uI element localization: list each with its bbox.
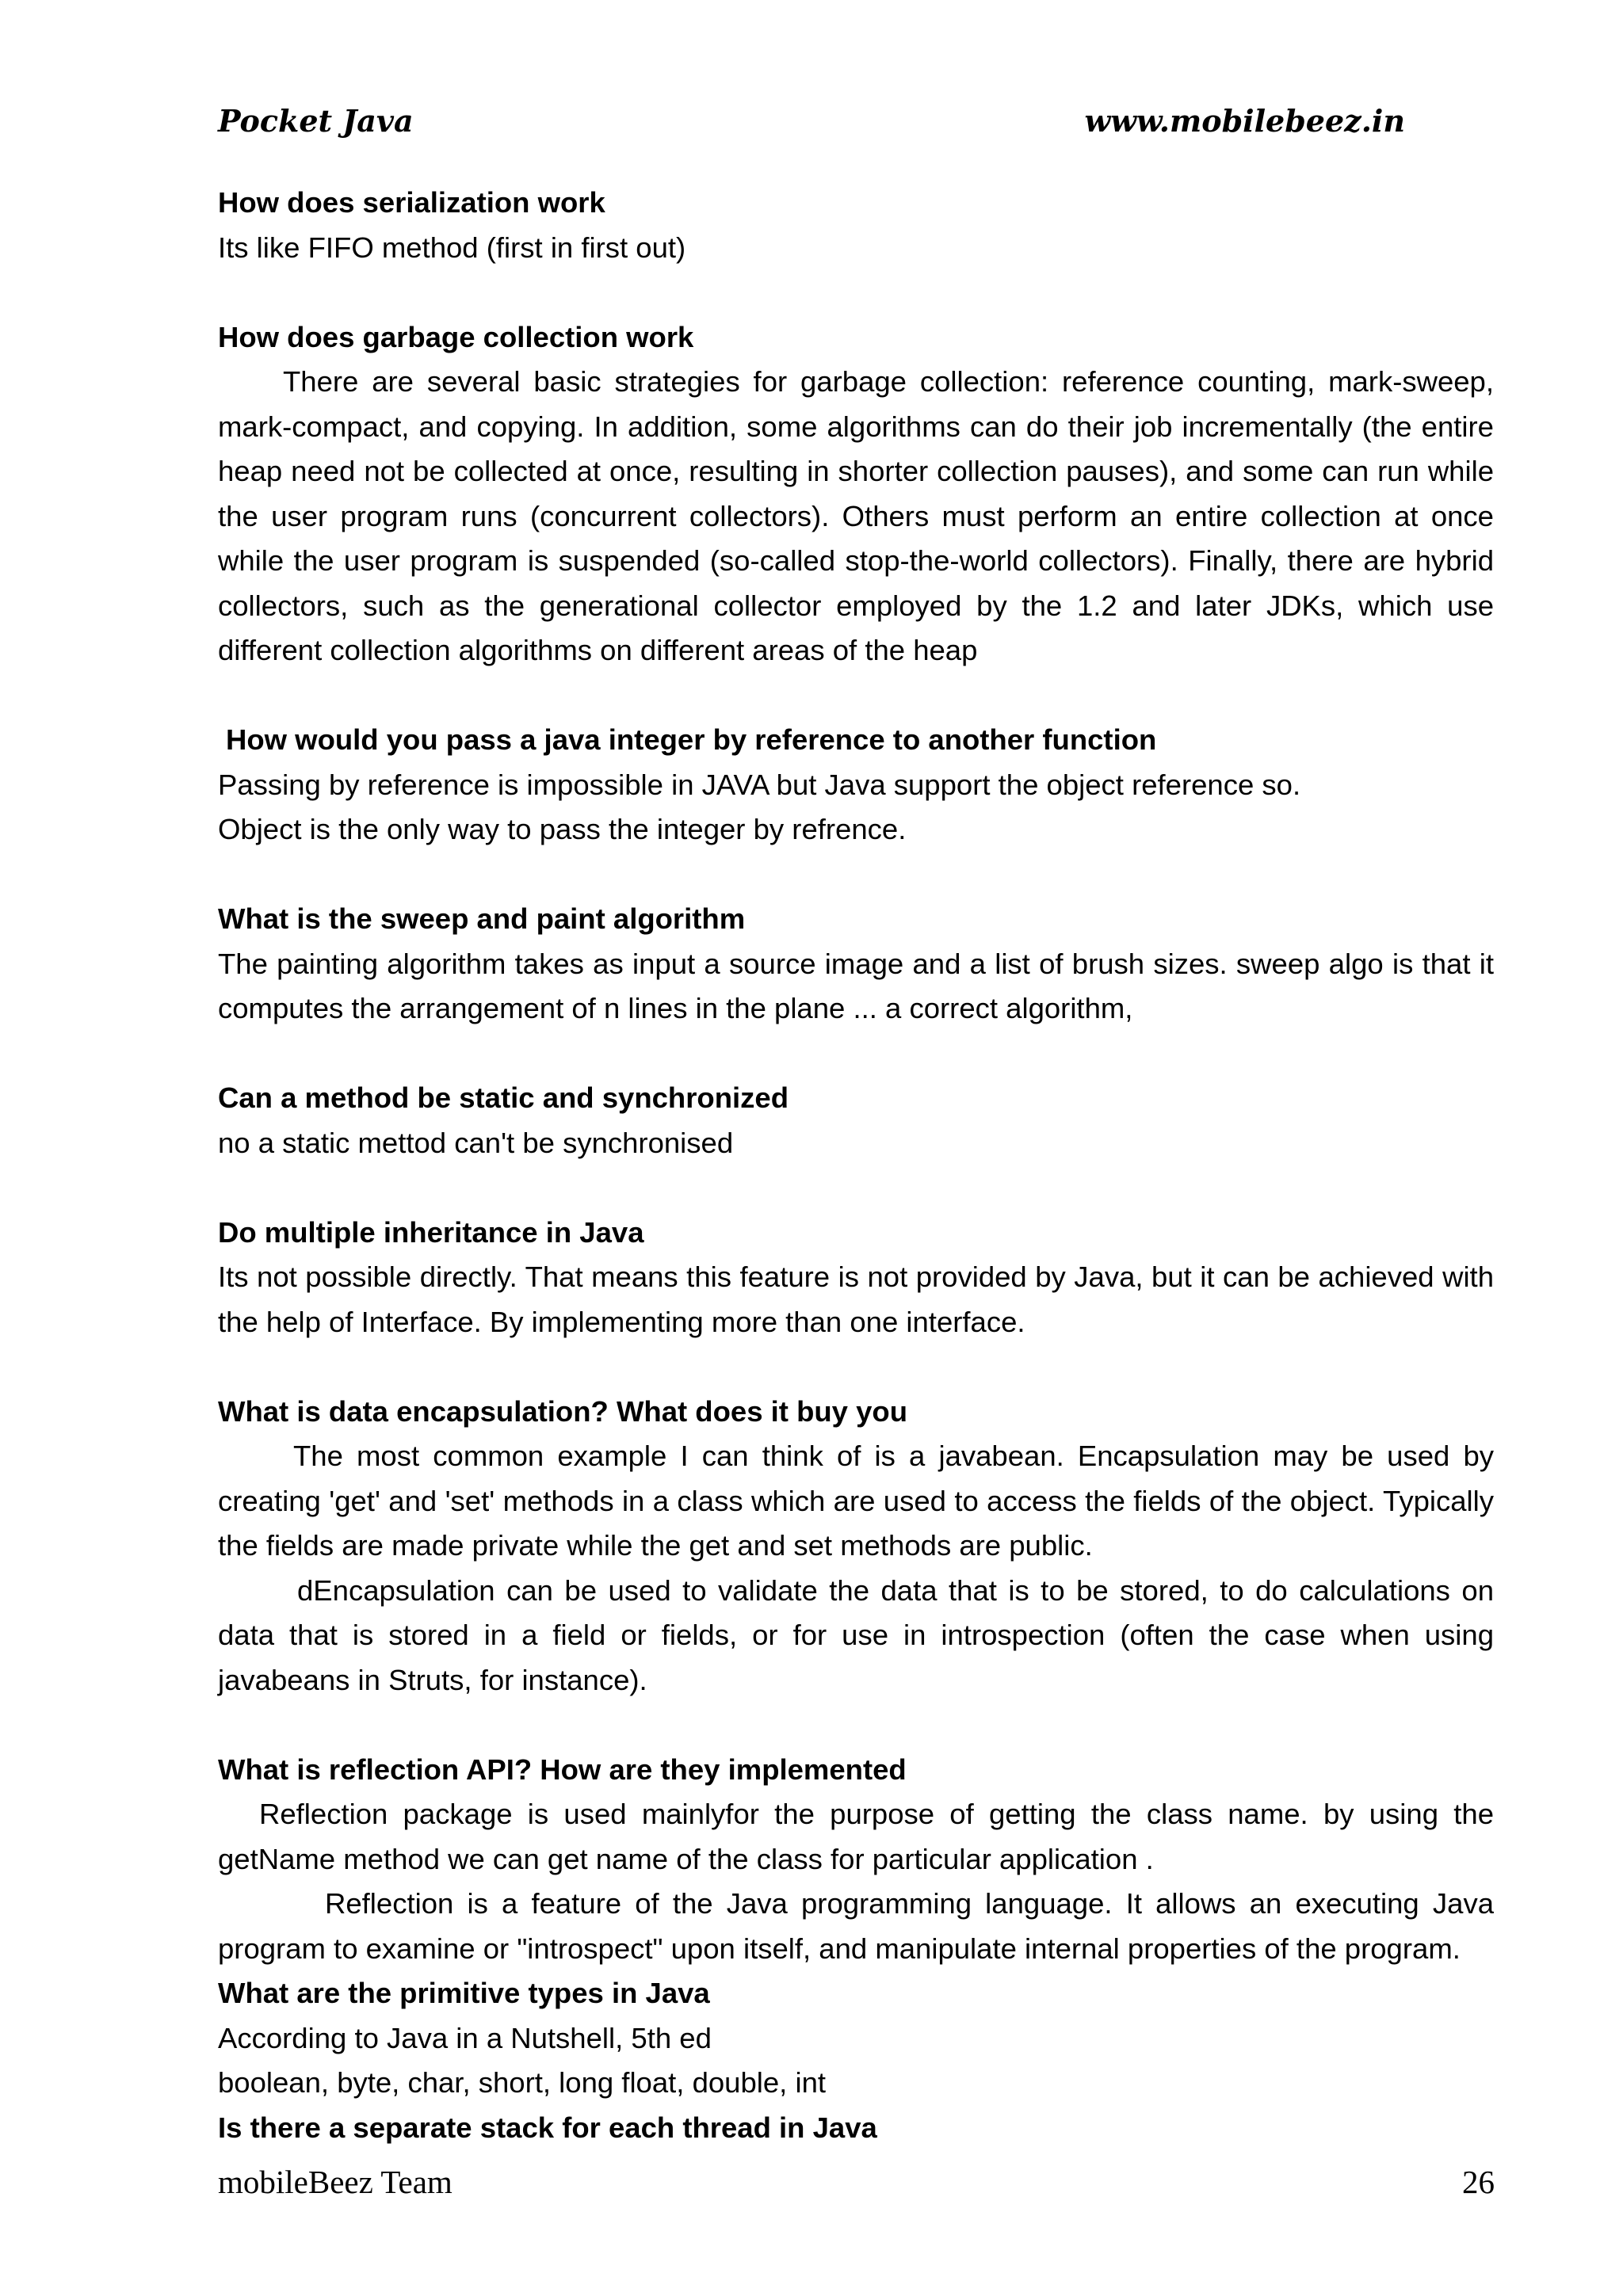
spacer [218,852,1494,898]
answer-text: Object is the only way to pass the integer by refrence. [218,813,907,845]
page-content [218,181,1494,2150]
question-heading: How would you pass a java integer by reference to another function [226,723,1157,756]
question-heading: What is the sweep and paint algorithm [218,902,746,935]
spacer [218,1032,1494,1077]
answer-paragraph: The painting algorithm takes as input a source image and a list of brush sizes. sweep algo is that it computes the arrangement of n lines in the plane ... a correct algorithm, [218,947,1494,1024]
answer-paragraph: Reflection is a feature of the Java programming language. It allows an executing Java program to examine or "introspect" upon itself, and manipulate internal properties of the program. [218,1887,1494,1965]
footer-team: mobileBeez Team [218,2164,453,2200]
page-number: 26 [1462,2164,1495,2200]
spacer [218,1703,1494,1748]
header-website: www.mobilebeez.in [1084,103,1405,139]
question-heading: How does serialization work [218,186,605,219]
question-heading: How does garbage collection work [218,320,694,353]
answer-text: boolean, byte, char, short, long float, double, int [218,2066,827,2099]
answer-paragraph: The most common example I can think of is a javabean. Encapsulation may be used by creating 'get' and 'set' methods in a class which are used to access the fields of the object. Typically the fields are made private while the get and set methods are public. [218,1440,1494,1562]
answer-paragraph: There are several basic strategies for garbage collection: reference counting, mark-sweep, mark-compact, and copying. In addition, some algorithms can do their job incrementally (the entire heap need not be collected at once, resulting in shorter collection pauses), and some can run while the user program runs (concurrent collectors). Others must perform an entire collection at once while the user program is suspended (so-called stop-the-world collectors). Finally, there are hybrid collectors, such as the generational collector employed by the 1.2 and later JDKs, which use different collection algorithms on different areas of the heap [218,365,1494,666]
answer-text: According to Java in a Nutshell, 5th ed [218,2021,712,2054]
question-heading: What are the primitive types in Java [218,1977,710,2009]
spacer [218,1165,1494,1211]
question-heading: Is there a separate stack for each thread in Java [218,2111,877,2144]
header-title: Pocket Java [218,103,414,139]
question-heading: What is reflection API? How are they implemented [218,1753,907,1786]
spacer [218,270,1494,315]
spacer [218,673,1494,719]
question-heading: Can a method be static and synchronized [218,1081,789,1114]
question-heading: Do multiple inheritance in Java [218,1215,644,1249]
question-heading: What is data encapsulation? What does it buy you [218,1394,907,1428]
answer-text: no a static mettod can't be synchronised [218,1126,734,1159]
answer-text: Its like FIFO method (first in first out) [218,231,686,264]
answer-text: Passing by reference is impossible in JAVA but Java support the object reference so. [218,768,1301,801]
answer-paragraph: Its not possible directly. That means this feature is not provided by Java, but it can be achieved with the help of Interface. By implementing more than one interface. [218,1261,1494,1338]
answer-paragraph: dEncapsulation can be used to validate the data that is to be stored, to do calculations on data that is stored in a field or fields, or for use in introspection (often the case when using javabeans in Struts, for instance). [218,1573,1494,1696]
spacer [218,1344,1494,1390]
answer-paragraph: Reflection package is used mainlyfor the purpose of getting the class name. by using the getName method we can get name of the class for particular application . [218,1798,1494,1875]
